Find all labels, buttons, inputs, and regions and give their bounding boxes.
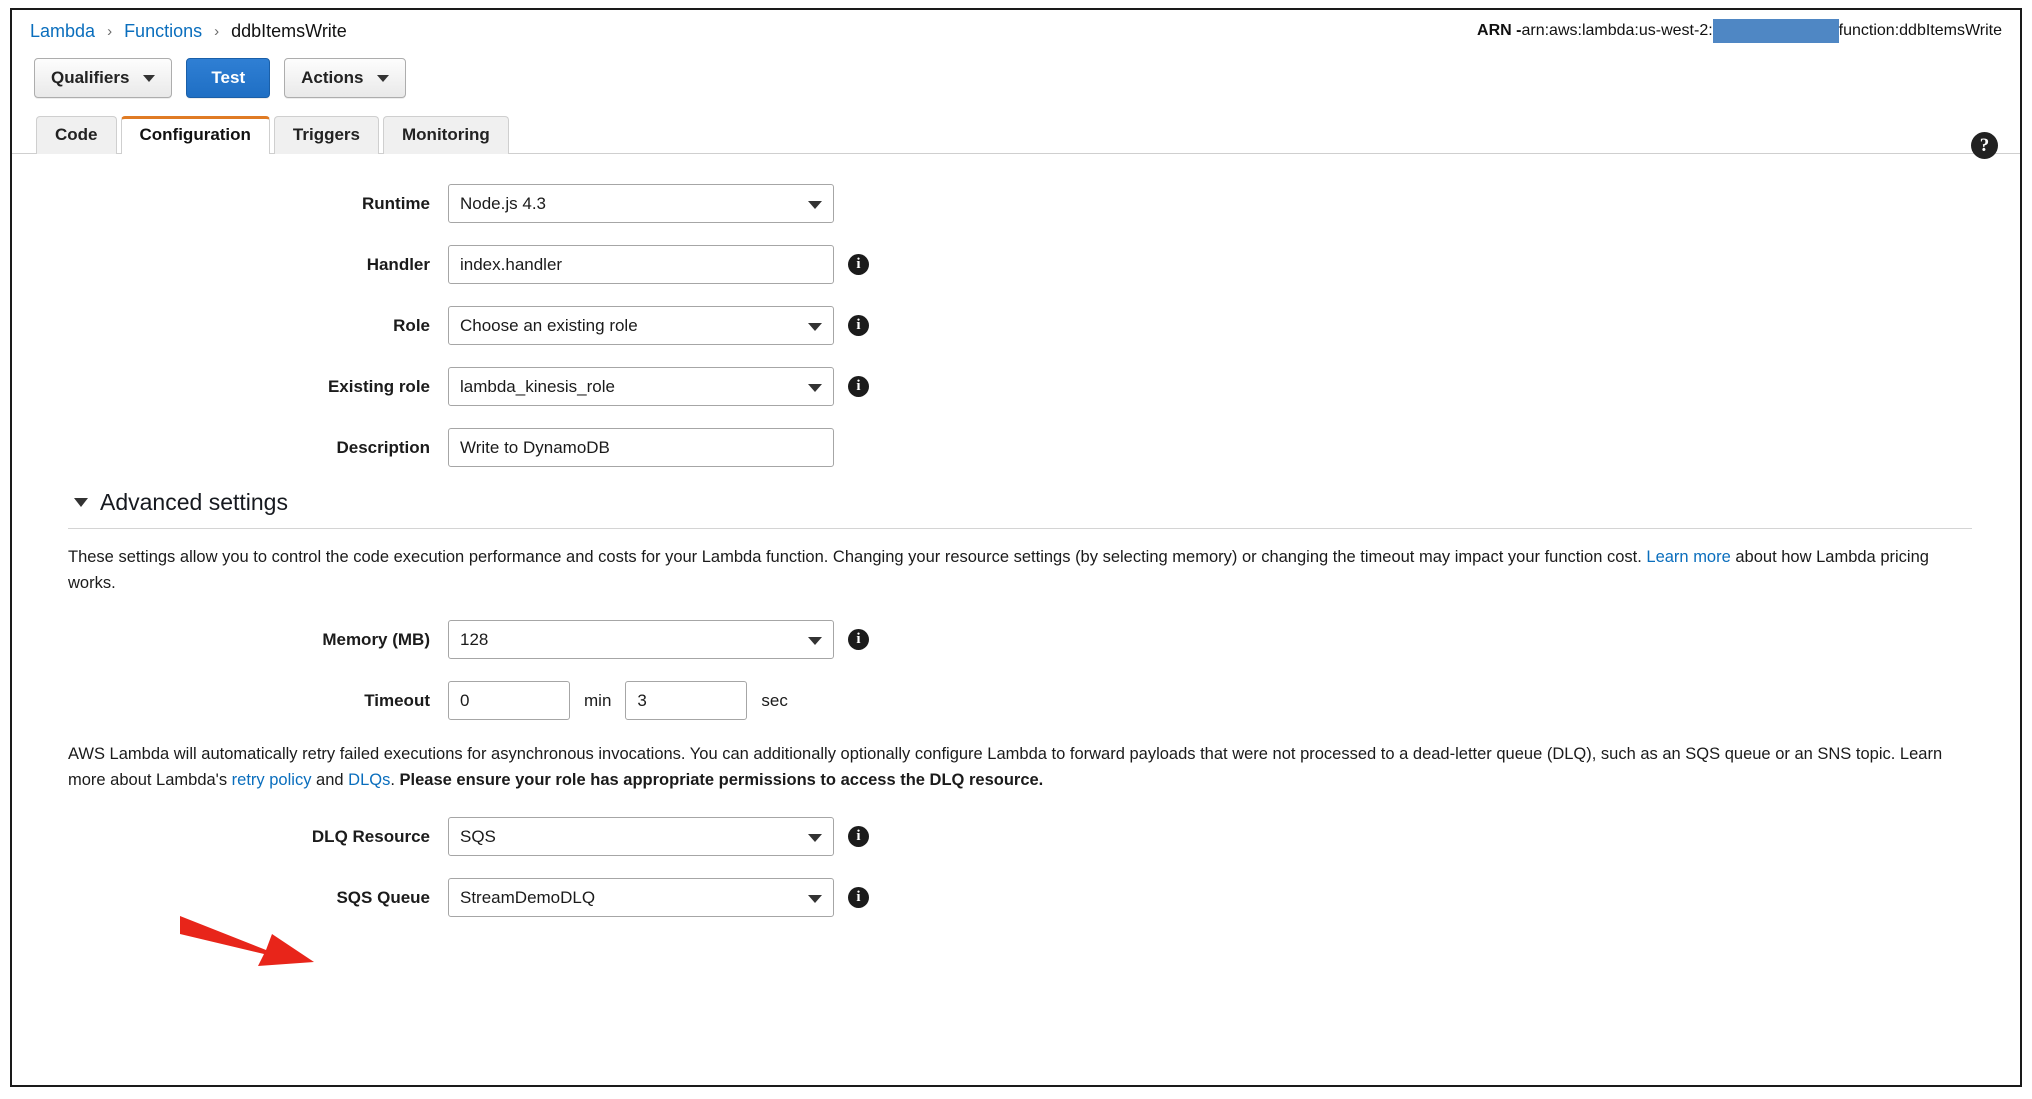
existing-role-row <box>36 367 1996 406</box>
sqs-queue-select[interactable]: StreamDemoDLQ <box>448 878 834 917</box>
qualifiers-button-label: Qualifiers <box>51 68 130 87</box>
breadcrumb-separator-1: › <box>107 22 113 40</box>
handler-control <box>448 245 834 284</box>
action-toolbar <box>12 52 2020 112</box>
arn-label: ARN - <box>1477 22 1522 39</box>
divider <box>68 528 1972 529</box>
advanced-intro-part1: These settings allow you to control the code execution performance and costs for your Lambda function. Changing your resource settings (by selecting memory) or changing the timeout may impact your function cost. <box>68 548 1647 566</box>
dlq-permissions-note: Please ensure your role has appropriate permissions to access the DLQ resource. <box>399 770 1044 789</box>
learn-more-link[interactable]: Learn more <box>1646 548 1731 566</box>
dlq-resource-control <box>448 817 834 856</box>
timeout-label: Timeout <box>364 690 430 710</box>
dlq-resource-label: DLQ Resource <box>311 826 430 846</box>
info-icon[interactable]: i <box>848 315 869 336</box>
tab-bar <box>12 112 2020 154</box>
sqs-queue-label: SQS Queue <box>336 887 430 907</box>
timeout-min-control <box>448 681 570 720</box>
handler-label: Handler <box>366 254 430 274</box>
arn-suffix: function:ddbItemsWrite <box>1838 22 2002 39</box>
role-select[interactable]: Choose an existing role <box>448 306 834 345</box>
timeout-minutes-input[interactable]: 0 <box>448 681 570 720</box>
sqs-queue-row <box>36 878 1996 917</box>
breadcrumb-separator-2: › <box>214 22 220 40</box>
chevron-down-icon <box>74 498 88 507</box>
advanced-intro-part2: about how Lambda pricing works. <box>68 548 1929 592</box>
test-button[interactable]: Test <box>186 58 270 98</box>
existing-role-select[interactable]: lambda_kinesis_role <box>448 367 834 406</box>
memory-control <box>448 620 834 659</box>
dlq-text-2: and <box>311 770 349 789</box>
tab-code[interactable]: Code <box>36 116 117 154</box>
timeout-minutes-unit: min <box>584 690 612 710</box>
memory-row <box>36 620 1996 659</box>
advanced-settings-description <box>68 545 1966 596</box>
dlqs-link[interactable]: DLQs <box>348 770 391 789</box>
role-label: Role <box>393 315 430 335</box>
timeout-seconds-input[interactable]: 3 <box>625 681 747 720</box>
function-arn <box>1477 19 2002 43</box>
memory-label: Memory (MB) <box>322 629 430 649</box>
sqs-queue-control <box>448 878 834 917</box>
memory-select[interactable]: 128 <box>448 620 834 659</box>
configuration-panel <box>12 154 2020 917</box>
timeout-row <box>36 681 1996 720</box>
dlq-text-1: AWS Lambda will automatically retry failed executions for asynchronous invocations. You can additionally optionally configure Lambda to forward payloads that were not processed to a dead-letter queue (DLQ), such as an SQS queue or an SNS topic. Learn more about Lambda's <box>68 745 1943 789</box>
description-label: Description <box>336 437 430 457</box>
dlq-description <box>68 742 1966 793</box>
info-icon[interactable]: i <box>848 887 869 908</box>
advanced-settings-header[interactable] <box>74 489 1996 516</box>
description-input[interactable]: Write to DynamoDB <box>448 428 834 467</box>
existing-role-label: Existing role <box>327 376 430 396</box>
info-icon[interactable]: i <box>848 254 869 275</box>
info-icon[interactable]: i <box>848 629 869 650</box>
tab-configuration[interactable]: Configuration <box>121 116 270 154</box>
tab-triggers[interactable]: Triggers <box>274 116 379 154</box>
runtime-control <box>448 184 834 223</box>
existing-role-control <box>448 367 834 406</box>
chevron-down-icon <box>143 75 155 82</box>
runtime-label: Runtime <box>362 193 430 213</box>
dlq-text-3: . <box>390 770 400 789</box>
timeout-seconds-unit: sec <box>761 690 788 710</box>
timeout-sec-control <box>625 681 747 720</box>
breadcrumb-item-lambda[interactable]: Lambda <box>30 20 96 41</box>
description-control <box>448 428 834 467</box>
handler-row <box>36 245 1996 284</box>
breadcrumb-item-functions[interactable]: Functions <box>124 20 203 41</box>
description-row <box>36 428 1996 467</box>
advanced-settings-title: Advanced settings <box>100 489 288 515</box>
breadcrumb <box>12 10 2020 52</box>
runtime-row <box>36 184 1996 223</box>
arn-prefix: arn:aws:lambda:us-west-2: <box>1521 22 1713 39</box>
dlq-resource-select[interactable]: SQS <box>448 817 834 856</box>
role-row <box>36 306 1996 345</box>
dlq-resource-row <box>36 817 1996 856</box>
actions-button-label: Actions <box>301 68 364 87</box>
tab-monitoring[interactable]: Monitoring <box>383 116 509 154</box>
runtime-select[interactable]: Node.js 4.3 <box>448 184 834 223</box>
info-icon[interactable]: i <box>848 376 869 397</box>
handler-input[interactable]: index.handler <box>448 245 834 284</box>
retry-policy-link[interactable]: retry policy <box>231 770 312 789</box>
annotation-arrow-icon <box>180 910 320 976</box>
role-control <box>448 306 834 345</box>
chevron-down-icon <box>377 75 389 82</box>
actions-button[interactable] <box>284 58 406 98</box>
qualifiers-button[interactable] <box>34 58 172 98</box>
console-window <box>10 8 2022 1087</box>
arn-redaction-block <box>1713 19 1839 43</box>
breadcrumb-item-current: ddbItemsWrite <box>231 20 347 41</box>
info-icon[interactable]: i <box>848 826 869 847</box>
help-icon[interactable]: ? <box>1971 132 1998 159</box>
